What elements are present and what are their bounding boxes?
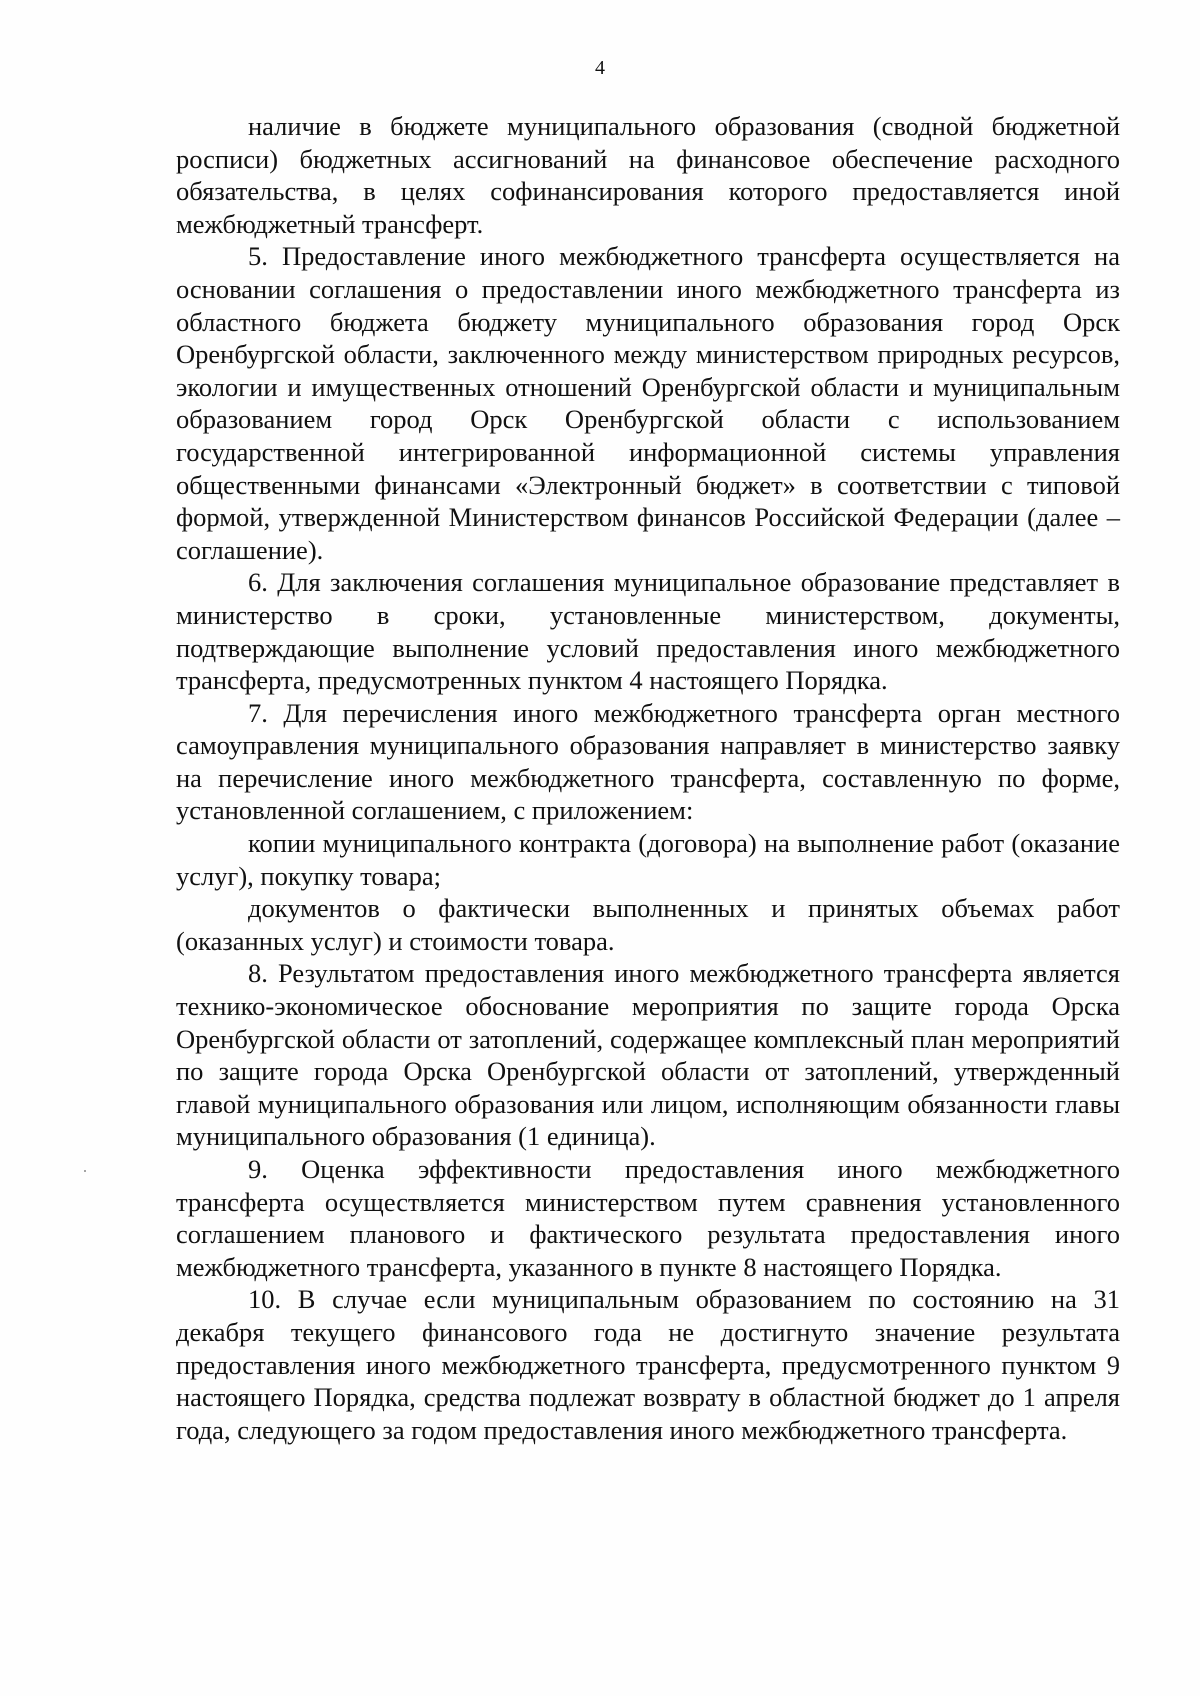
paragraph-budget-availability: наличие в бюджете муниципального образования (сводной бюджетной росписи) бюджетных ассигнований на финансовое обеспечение расходного обязательства, в целях софинансирования которого предоставляется иной межбюджетный трансферт. (176, 111, 1120, 239)
paragraph-8-result: 8. Результатом предоставления иного межбюджетного трансферта является технико-экономическое обоснование мероприятия по защите города Орска Оренбургской области от затоплений, содержащее комплексный план мероприятий по защите города Орска Оренбургской области от затоплений, утвержденный главой муниципального образования или лицом, исполняющим обязанности главы муниципального образования (1 единица). (176, 958, 1120, 1152)
paragraph-7-transfer-request: 7. Для перечисления иного межбюджетного трансферта орган местного самоуправления муниципального образования направляет в министерство заявку на перечисление иного межбюджетного трансферта, составленную по форме, установленной соглашением, с приложением: (176, 697, 1120, 826)
paragraph-9-efficiency-assessment: 9. Оценка эффективности предоставления иного межбюджетного трансферта осуществляется министерством путем сравнения установленного соглашением планового и фактического результата предоставления иного межбюджетного трансферта, указанного в пункте 8 настоящего Порядка. (176, 1154, 1120, 1282)
paragraph-contract-copies: копии муниципального контракта (договора) на выполнение работ (оказание услуг), покупку товара; (176, 828, 1120, 891)
paragraph-6-agreement-documents: 6. Для заключения соглашения муниципальное образование представляет в министерство в сроки, установленные министерством, документы, подтверждающие выполнение условий предоставления иного межбюджетного трансферта, предусмотренных пунктом 4 настоящего Порядка. (176, 567, 1120, 696)
document-body (176, 110, 1120, 1446)
paragraph-completed-work-documents: документов о фактически выполненных и принятых объемах работ (оказанных услуг) и стоимости товара. (176, 893, 1120, 956)
paragraph-10-funds-return: 10. В случае если муниципальным образованием по состоянию на 31 декабря текущего финансового года не достигнуто значение результата предоставления иного межбюджетного трансферта, предусмотренного пунктом 9 настоящего Порядка, средства подлежат возврату в областной бюджет до 1 апреля года, следующего за годом предоставления иного межбюджетного трансферта. (176, 1284, 1120, 1445)
paragraph-5-agreement-basis: 5. Предоставление иного межбюджетного трансферта осуществляется на основании соглашения о предоставлении иного межбюджетного трансферта из областного бюджета бюджету муниципального образования город Орск Оренбургской области, заключенного между министерством природных ресурсов, экологии и имущественных отношений Оренбургской области и муниципальным образованием город Орск Оренбургской области с использованием государственной интегрированной информационной системы управления общественными финансами «Электронный бюджет» в соответствии с типовой формой, утвержденной Министерством финансов Российской Федерации (далее – соглашение). (176, 241, 1120, 565)
page-number: 4 (595, 57, 605, 79)
scan-speck (84, 1170, 86, 1172)
